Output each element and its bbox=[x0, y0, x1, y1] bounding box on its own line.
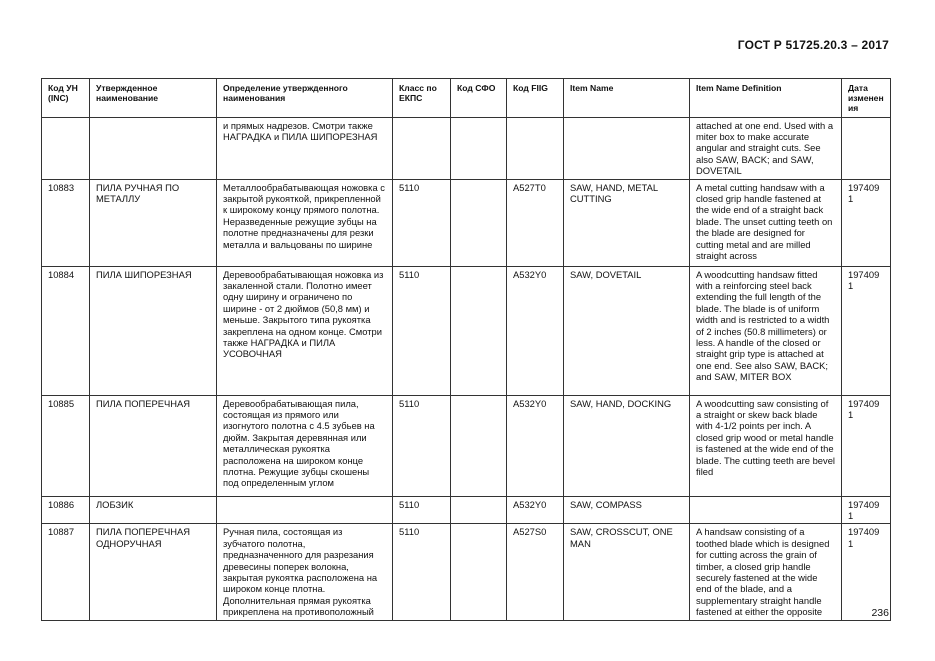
cell-sfo bbox=[451, 524, 507, 620]
cell-definition-ru: Деревообрабатывающая ножовка из закаленной стали. Полотно имеет одну ширину и ограничено по ширине - от 2 дюймов (50,8 мм) и меньше. Закрытого типа рукоятка закреплена на одном конце. Смотри также НАГРАДКА и ПИЛА УСОВОЧНАЯ bbox=[217, 266, 393, 395]
cell-name-ru: ПИЛА ПОПЕРЕЧНАЯ ОДНОРУЧНАЯ bbox=[90, 524, 217, 620]
cell-ekps: 5110 bbox=[393, 524, 451, 620]
cell-inc: 10883 bbox=[42, 179, 90, 266]
col-header-definition-ru: Определение утвержденного наименования bbox=[217, 79, 393, 118]
cell-definition-en: A woodcutting handsaw fitted with a reinforcing steel back extending the full length of the blade. The blade is of uniform width and is restricted to a width of 2 inches (50.8 millimeters) or less. A handle of the closed or straight grip type is attached at one end. See also SAW, BACK; and SAW, MITER BOX bbox=[690, 266, 842, 395]
cell-fiig: A527T0 bbox=[507, 179, 564, 266]
cell-definition-en bbox=[690, 496, 842, 524]
table-row bbox=[42, 395, 891, 496]
cell-sfo bbox=[451, 117, 507, 179]
cell-inc: 10887 bbox=[42, 524, 90, 620]
col-header-item-name: Item Name bbox=[564, 79, 690, 118]
cell-inc: 10886 bbox=[42, 496, 90, 524]
page-number: 236 bbox=[871, 607, 889, 619]
cell-name-ru: ПИЛА РУЧНАЯ ПО МЕТАЛЛУ bbox=[90, 179, 217, 266]
cell-inc: 10885 bbox=[42, 395, 90, 496]
col-header-definition-en: Item Name Definition bbox=[690, 79, 842, 118]
col-header-ekps: Класс по ЕКПС bbox=[393, 79, 451, 118]
cell-definition-ru: Ручная пила, состоящая из зубчатого полотна, предназначенного для разрезания древесины поперек волокна, закрытая рукоятка расположена на широком конце плотна. Дополнительная прямая рукоятка прикреплена на противоположный bbox=[217, 524, 393, 620]
cell-date: 1974091 bbox=[842, 179, 891, 266]
cell-sfo bbox=[451, 266, 507, 395]
cell-date: 1974091 bbox=[842, 266, 891, 395]
cell-inc: 10884 bbox=[42, 266, 90, 395]
cell-date: 1974091 bbox=[842, 524, 891, 620]
cell-item-name: SAW, HAND, DOCKING bbox=[564, 395, 690, 496]
cell-definition-en: A metal cutting handsaw with a closed grip handle fastened at the wide end of a straight back blade. The unset cutting teeth on the blade are designed for cutting metal and are milled straight across bbox=[690, 179, 842, 266]
cell-date bbox=[842, 117, 891, 179]
cell-ekps: 5110 bbox=[393, 395, 451, 496]
table-row bbox=[42, 266, 891, 395]
cell-fiig bbox=[507, 117, 564, 179]
col-header-name-ru: Утвержденное наименование bbox=[90, 79, 217, 118]
cell-name-ru: ЛОБЗИК bbox=[90, 496, 217, 524]
cell-sfo bbox=[451, 179, 507, 266]
cell-definition-ru: Деревообрабатывающая пила, состоящая из прямого или изогнутого полотна с 4.5 зубьев на дюйм. Закрытая деревянная или металлическая рукоятка расположена на широком конце плотна. Режущие зубцы скошены под определенным углом bbox=[217, 395, 393, 496]
cell-fiig: A532Y0 bbox=[507, 395, 564, 496]
table-row-continuation bbox=[42, 117, 891, 179]
cell-item-name bbox=[564, 117, 690, 179]
col-header-fiig: Код FIIG bbox=[507, 79, 564, 118]
col-header-sfo: Код СФО bbox=[451, 79, 507, 118]
cell-inc bbox=[42, 117, 90, 179]
cell-item-name: SAW, HAND, METAL CUTTING bbox=[564, 179, 690, 266]
table-row bbox=[42, 524, 891, 620]
item-name-table bbox=[41, 78, 891, 621]
col-header-date: Дата изменения bbox=[842, 79, 891, 118]
col-header-inc: Код УН (INC) bbox=[42, 79, 90, 118]
cell-definition-en: A handsaw consisting of a toothed blade which is designed for cutting across the grain of timber, a closed grip handle securely fastened at the wide end of the blade, and a supplementary straight handle fastened at either the opposite bbox=[690, 524, 842, 620]
cell-date: 1974091 bbox=[842, 395, 891, 496]
cell-item-name: SAW, CROSSCUT, ONE MAN bbox=[564, 524, 690, 620]
table-row bbox=[42, 496, 891, 524]
cell-sfo bbox=[451, 395, 507, 496]
cell-definition-en: attached at one end. Used with a miter box to make accurate angular and straight cuts. See also SAW, BACK; and SAW, DOVETAIL bbox=[690, 117, 842, 179]
cell-definition-en: A woodcutting saw consisting of a straight or skew back blade with 4-1/2 points per inch. A closed grip wood or metal handle is fastened at the wide end of the blade. The cutting teeth are bevel filed bbox=[690, 395, 842, 496]
cell-name-ru: ПИЛА ПОПЕРЕЧНАЯ bbox=[90, 395, 217, 496]
cell-ekps: 5110 bbox=[393, 179, 451, 266]
document-code: ГОСТ Р 51725.20.3 – 2017 bbox=[737, 38, 889, 52]
cell-date: 1974091 bbox=[842, 496, 891, 524]
cell-sfo bbox=[451, 496, 507, 524]
cell-fiig: A532Y0 bbox=[507, 496, 564, 524]
cell-ekps bbox=[393, 117, 451, 179]
cell-definition-ru: и прямых надрезов. Смотри также НАГРАДКА и ПИЛА ШИПОРЕЗНАЯ bbox=[217, 117, 393, 179]
cell-item-name: SAW, DOVETAIL bbox=[564, 266, 690, 395]
cell-ekps: 5110 bbox=[393, 266, 451, 395]
cell-fiig: A527S0 bbox=[507, 524, 564, 620]
cell-definition-ru bbox=[217, 496, 393, 524]
table-header-row bbox=[42, 79, 891, 118]
cell-name-ru bbox=[90, 117, 217, 179]
cell-fiig: A532Y0 bbox=[507, 266, 564, 395]
cell-ekps: 5110 bbox=[393, 496, 451, 524]
cell-item-name: SAW, COMPASS bbox=[564, 496, 690, 524]
cell-definition-ru: Металлообрабатывающая ножовка с закрытой рукояткой, прикрепленной к широкому концу прямого полотна. Неразведенные режущие зубцы на полотне предназначены для резки металла и вальцованы по ширине bbox=[217, 179, 393, 266]
table-row bbox=[42, 179, 891, 266]
cell-name-ru: ПИЛА ШИПОРЕЗНАЯ bbox=[90, 266, 217, 395]
